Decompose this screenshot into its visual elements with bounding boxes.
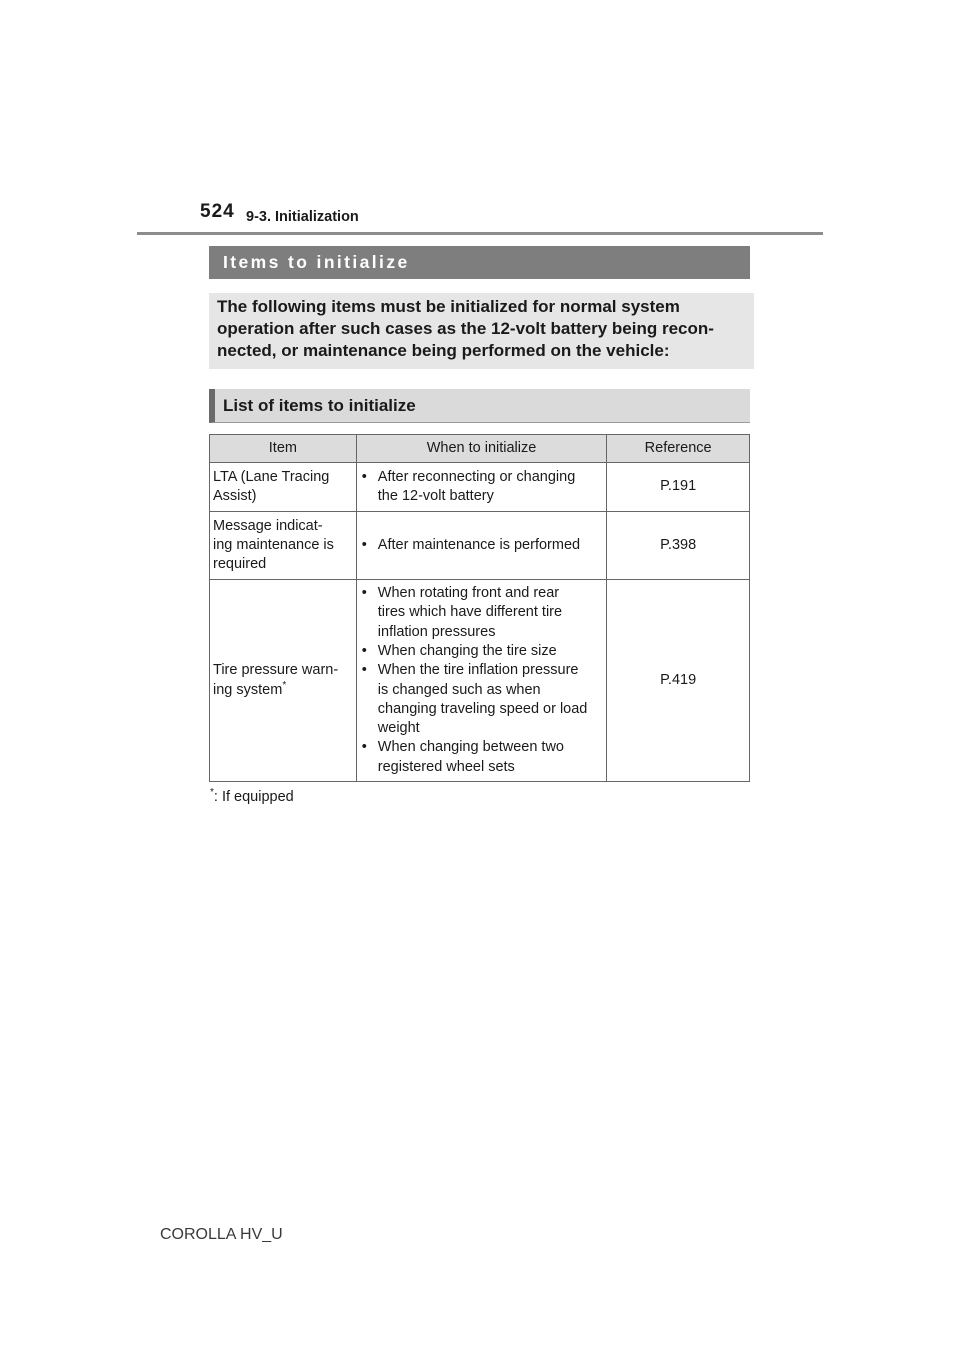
intro-line: nected, or maintenance being performed on the vehicle:: [217, 341, 670, 360]
bullet-line: tires which have different tire: [377, 604, 563, 621]
item-line: Message indicat-: [213, 517, 323, 534]
bullet-line: When the tire inflation pressure: [377, 662, 579, 679]
page-number: 524: [200, 201, 235, 222]
item-cell: [210, 580, 357, 782]
column-header-reference: Reference: [607, 435, 750, 463]
bullet-item: [362, 642, 603, 661]
bullet-icon: •: [361, 642, 367, 659]
heading-bar: [209, 246, 750, 279]
footnote-mark: *: [210, 787, 214, 799]
footer-model: COROLLA HV_U: [160, 1226, 283, 1243]
item-line: [213, 681, 353, 700]
bullet-line: changing traveling speed or load: [377, 700, 588, 717]
reference-cell: P.191: [607, 463, 750, 512]
bullet-line: When rotating front and rear: [377, 585, 560, 602]
bullet-icon: •: [361, 662, 367, 679]
column-header-when: When to initialize: [356, 435, 606, 463]
table-row: [210, 512, 750, 580]
table-row: [210, 463, 750, 512]
bullet-line: registered wheel sets: [377, 758, 515, 775]
bullet-line: When changing the tire size: [377, 642, 557, 659]
intro-box: [209, 293, 754, 369]
item-line: ing maintenance is: [213, 536, 334, 553]
bullet-item: [362, 536, 603, 555]
item-line: LTA (Lane Tracing: [213, 468, 330, 485]
bullet-item: [362, 738, 603, 777]
bullet-icon: •: [361, 536, 367, 553]
intro-line: The following items must be initialized for normal system: [217, 297, 680, 316]
item-line: required: [213, 556, 267, 573]
table-row: [210, 580, 750, 782]
bullet-item: [362, 584, 603, 642]
item-line: Tire pressure warn-: [213, 662, 339, 679]
item-cell: [210, 463, 357, 512]
item-line-text: ing system: [213, 681, 283, 698]
bullet-icon: •: [361, 585, 367, 602]
bullet-line: weight: [377, 720, 420, 737]
bullet-line: When changing between two: [377, 739, 564, 756]
header-rule: [137, 232, 823, 235]
when-cell: [356, 512, 606, 580]
list-subheading: List of items to initialize: [209, 389, 750, 423]
item-line: Assist): [213, 488, 257, 504]
bullet-line: the 12-volt battery: [377, 488, 494, 504]
footnote: [210, 789, 294, 805]
bullet-item: [362, 468, 603, 507]
bullet-item: [362, 661, 603, 738]
bullet-icon: •: [361, 739, 367, 756]
bullet-line: is changed such as when: [377, 681, 541, 698]
table-header-row: [210, 435, 750, 463]
init-table: [209, 434, 750, 782]
when-cell: [356, 463, 606, 512]
footnote-mark: *: [282, 679, 287, 691]
reference-cell: P.398: [607, 512, 750, 580]
reference-cell: P.419: [607, 580, 750, 782]
footnote-text: : If equipped: [213, 789, 294, 805]
bullet-icon: •: [361, 468, 367, 485]
item-cell: [210, 512, 357, 580]
section-title: 9-3. Initialization: [246, 209, 359, 225]
when-cell: [356, 580, 606, 782]
bullet-line: After maintenance is performed: [377, 536, 581, 553]
intro-line: operation after such cases as the 12-volt battery being recon-: [217, 319, 714, 338]
bullet-line: After reconnecting or changing: [377, 468, 576, 485]
column-header-item: Item: [210, 435, 357, 463]
bullet-line: inflation pressures: [377, 623, 496, 640]
heading-title: Items to initialize: [223, 252, 410, 272]
